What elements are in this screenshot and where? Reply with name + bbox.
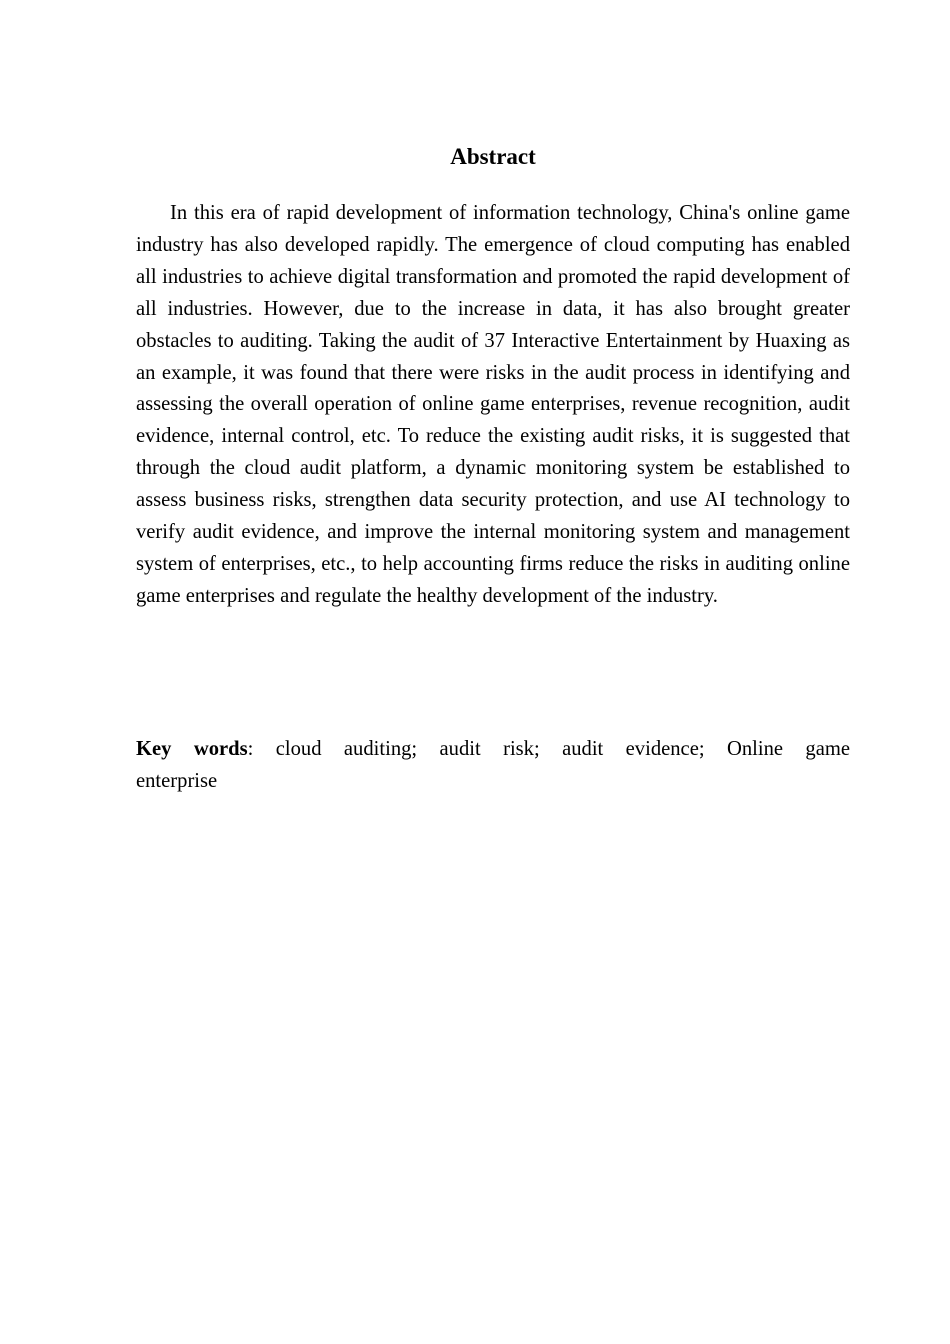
abstract-title: Abstract xyxy=(450,144,536,169)
keywords-line xyxy=(136,733,850,797)
abstract-body: In this era of rapid development of information technology, China's online game industry has also developed rapidly. The emergence of cloud computing has enabled all industries to achieve digital transformation and promoted the rapid development of all industries. However, due to the increase in data, it has also brought greater obstacles to auditing. Taking the audit of 37 Interactive Entertainment by Huaxing as an example, it was found that there were risks in the audit process in identifying and assessing the overall operation of online game enterprises, revenue recognition, audit evidence, internal control, etc. To reduce the existing audit risks, it is suggested that through the cloud audit platform, a dynamic monitoring system be established to assess business risks, strengthen data security protection, and use AI technology to verify audit evidence, and improve the internal monitoring system and management system of enterprises, etc., to help accounting firms reduce the risks in auditing online game enterprises and regulate the healthy development of the industry. xyxy=(136,202,850,607)
keywords-separator: : xyxy=(247,738,254,760)
keywords-label: Key words xyxy=(136,738,248,760)
keywords-text: cloud auditing; audit risk; audit evidence; Online game enterprise xyxy=(136,738,850,792)
